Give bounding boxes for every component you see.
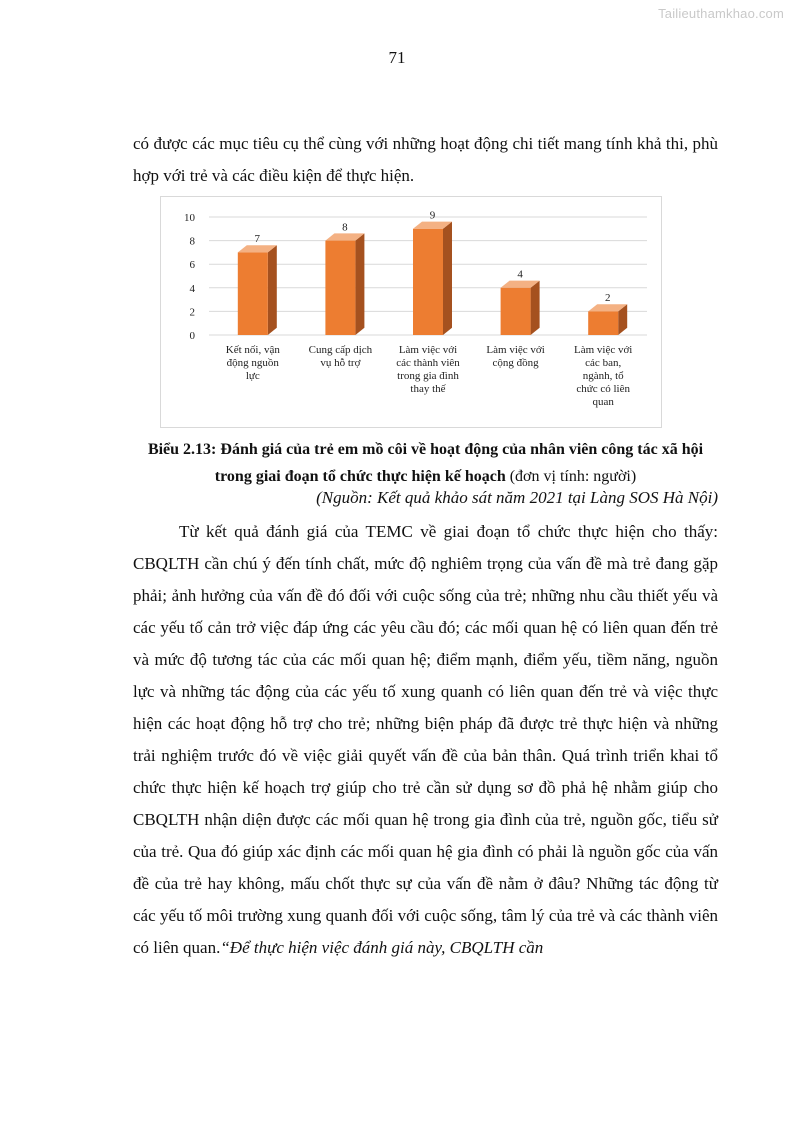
data-label: 4: [517, 268, 523, 281]
category-label: Làm việc với các thành viên trong gia đình thay thế: [396, 344, 460, 395]
category-label: Làm việc với cộng đồng: [486, 344, 545, 369]
bar-side: [443, 222, 452, 335]
bar-side: [355, 233, 364, 335]
y-axis-ticks: [184, 212, 196, 342]
page-number: 71: [388, 48, 406, 67]
y-tick-label: 10: [184, 212, 195, 224]
bar-front: [413, 229, 443, 335]
category-label: Làm việc với các ban, ngành, tổ chức có liên quan: [574, 344, 633, 408]
bar-front: [325, 241, 355, 335]
body-quote-text: “Để thực hiện việc đánh giá này, CBQLTH cần: [220, 938, 544, 957]
source-note: (Nguồn: Kết quả khảo sát năm 2021 tại Làng SOS Hà Nội): [316, 488, 718, 507]
bar-front: [238, 252, 268, 335]
bar-2: [325, 233, 364, 335]
data-label: 9: [429, 209, 436, 222]
bar-side: [531, 281, 540, 335]
y-tick-label: 4: [189, 282, 195, 295]
y-tick-label: 2: [189, 306, 195, 319]
y-tick-label: 8: [189, 235, 195, 248]
category-label: Kết nối, vận động nguồn lực: [225, 344, 280, 382]
bar-1: [238, 245, 277, 335]
data-label: 8: [342, 221, 348, 234]
y-tick-label: 0: [189, 330, 195, 342]
chart-frame: [160, 196, 662, 428]
bar-3: [413, 222, 452, 335]
watermark: Tailieuthamkhao.com: [658, 6, 784, 21]
bar-chart: [161, 197, 661, 427]
bar-4: [501, 281, 540, 335]
bar-front: [588, 311, 618, 335]
category-labels: [226, 344, 633, 408]
intro-paragraph: có được các mục tiêu cụ thể cùng với những hoạt động chi tiết mang tính khả thi, phù hợp với trẻ và các điều kiện để thực hiện.: [133, 134, 718, 185]
bars: [238, 222, 627, 335]
y-tick-label: 6: [189, 259, 195, 272]
body-main-text: Từ kết quả đánh giá của TEMC về giai đoạn tổ chức thực hiện cho thấy: CBQLTH cần chú ý đến tính chất, mức độ nghiêm trọng của vấn đề mà trẻ đang gặp phải; ảnh hưởng của vấn đề đó đối với cuộc sống của trẻ; những nhu cầu thiết yếu và các yếu tố cản trở việc đáp ứng các yêu cầu đó; các mối quan hệ có liên quan đến trẻ và mức độ tương tác của các mối quan hệ; điểm mạnh, điểm yếu, tiềm năng, nguồn lực và những tác động của các yếu tố xung quanh có liên quan đến trẻ và việc thực hiện các hoạt động hỗ trợ cho trẻ; những biện pháp đã được trẻ thực hiện và những trải nghiệm trước đó về việc giải quyết vấn đề của bản thân. Quá trình triển khai tổ chức thực hiện kế hoạch trợ giúp cho trẻ cần sử dụng sơ đồ phả hệ nhằm giúp cho CBQLTH nhận diện được các mối quan hệ trong gia đình của trẻ, nguồn gốc, tiểu sử của trẻ. Qua đó giúp xác định các mối quan hệ gia đình có phải là nguồn gốc của vấn đề của trẻ hay không, mấu chốt thực sự của vấn đề nằm ở đâu? Những tác động từ các yếu tố môi trường xung quanh đối với cuộc sống, tâm lý của trẻ và các thành viên có liên quan.: [133, 522, 718, 957]
body-paragraph: [133, 516, 718, 964]
caption-unit: (đơn vị tính: người): [505, 468, 637, 485]
chart-caption: [133, 436, 718, 490]
bar-side: [268, 245, 277, 335]
data-label: 2: [604, 292, 611, 305]
data-label: 7: [254, 233, 261, 246]
bar-5: [588, 304, 627, 335]
category-label: Cung cấp dịch vụ hỗ trợ: [308, 344, 373, 369]
bar-front: [501, 288, 531, 335]
caption-title: Biểu 2.13: Đánh giá của trẻ em mồ côi về hoạt động của nhân viên công tác xã hội trong giai đoạn tổ chức thực hiện kế hoạch: [147, 441, 704, 485]
